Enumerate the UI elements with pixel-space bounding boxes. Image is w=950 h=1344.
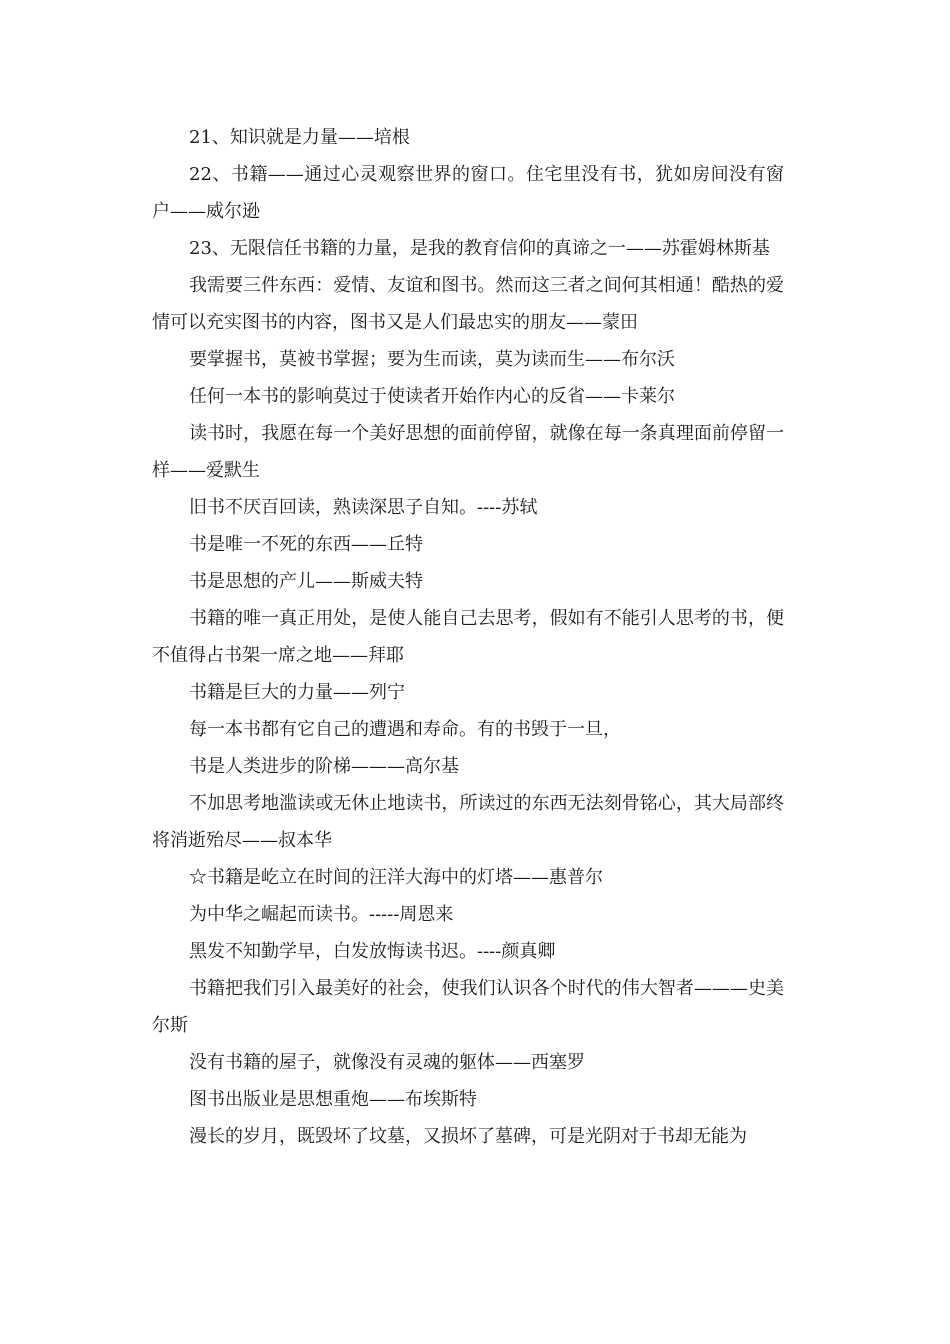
quote-paragraph: 我需要三件东西：爱情、友谊和图书。然而这三者之间何其相通！酷热的爱情可以充实图书的内容，图书又是人们最忠实的朋友——蒙田: [152, 275, 784, 333]
quote-paragraph: 任何一本书的影响莫过于使读者开始作内心的反省——卡莱尔: [189, 386, 675, 407]
quote-paragraph: 要掌握书，莫被书掌握；要为生而读，莫为读而生——布尔沃: [189, 349, 675, 370]
quote-paragraph: 书籍是巨大的力量——列宁: [189, 682, 405, 703]
quote-paragraph: 图书出版业是思想重炮——布埃斯特: [189, 1089, 477, 1110]
quote-paragraph: 为中华之崛起而读书。-----周恩来: [189, 904, 454, 925]
quote-paragraph: 23、无限信任书籍的力量，是我的教育信仰的真谛之一——苏霍姆林斯基: [189, 238, 770, 259]
quote-paragraph: 没有书籍的屋子，就像没有灵魂的躯体——西塞罗: [189, 1052, 585, 1073]
quote-paragraph: 书是唯一不死的东西——丘特: [189, 534, 423, 555]
quote-paragraph: 黑发不知勤学早，白发放悔读书迟。----颜真卿: [189, 941, 556, 962]
quote-paragraph: 书是思想的产儿——斯威夫特: [189, 571, 423, 592]
quote-paragraph: 不加思考地滥读或无休止地读书，所读过的东西无法刻骨铭心，其大局部终将消逝殆尽——叔本华: [152, 793, 784, 851]
quote-paragraph: 书籍把我们引入最美好的社会，使我们认识各个时代的伟大智者———史美尔斯: [152, 978, 784, 1036]
quote-paragraph: 21、知识就是力量——培根: [189, 127, 410, 148]
quote-paragraph: 旧书不厌百回读，熟读深思子自知。----苏轼: [189, 497, 538, 518]
document-body: [152, 119, 784, 1155]
quote-paragraph: 书是人类进步的阶梯———高尔基: [189, 756, 459, 777]
quote-paragraph: 漫长的岁月，既毁坏了坟墓，又损坏了墓碑，可是光阴对于书却无能为: [189, 1126, 747, 1147]
quote-paragraph: 22、书籍——通过心灵观察世界的窗口。住宅里没有书，犹如房间没有窗户——威尔逊: [152, 164, 784, 222]
quote-paragraph: ☆书籍是屹立在时间的汪洋大海中的灯塔——惠普尔: [189, 867, 603, 888]
quote-paragraph: 书籍的唯一真正用处，是使人能自己去思考，假如有不能引人思考的书，便不值得占书架一席之地——拜耶: [152, 608, 784, 666]
quote-paragraph: 读书时，我愿在每一个美好思想的面前停留，就像在每一条真理面前停留一样——爱默生: [152, 423, 784, 481]
quote-paragraph: 每一本书都有它自己的遭遇和寿命。有的书毁于一旦，: [189, 719, 621, 740]
